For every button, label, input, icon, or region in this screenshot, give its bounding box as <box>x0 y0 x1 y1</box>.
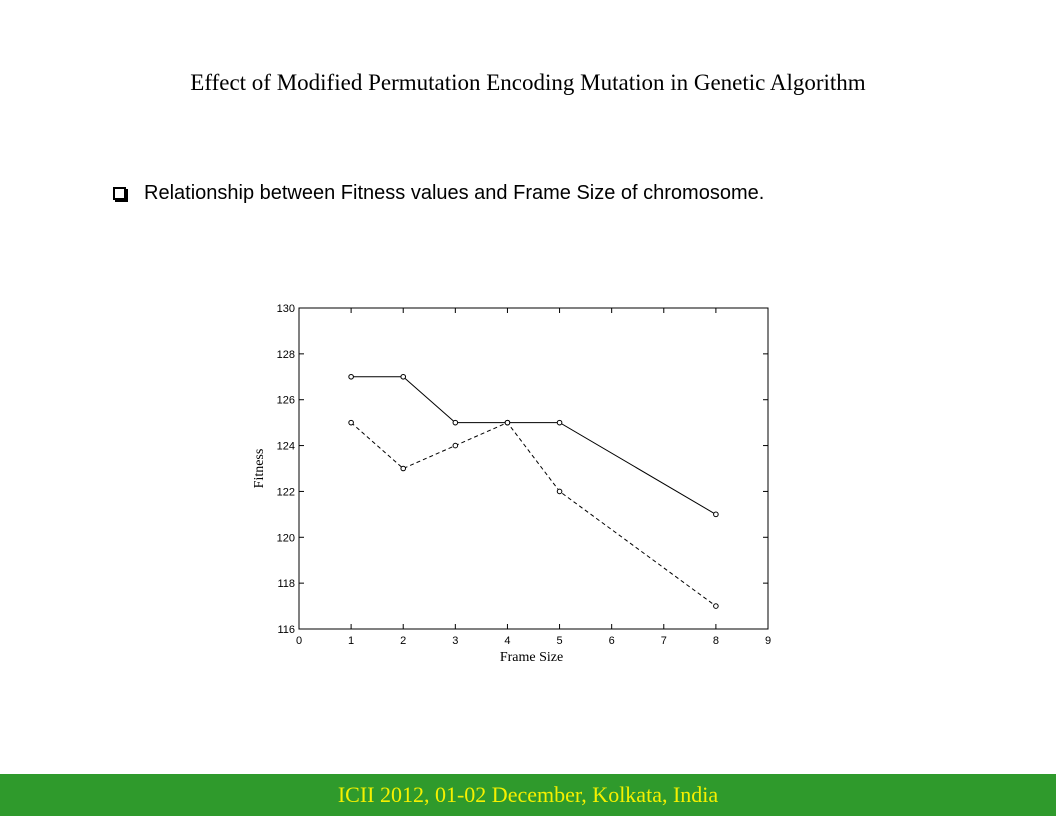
data-point-solid <box>714 512 719 517</box>
y-tick-label: 122 <box>276 486 295 499</box>
data-point-solid <box>401 374 406 379</box>
data-point-dashed <box>453 443 458 448</box>
slide-title: Effect of Modified Permutation Encoding Mutation in Genetic Algorithm <box>190 70 866 95</box>
x-tick-label: 1 <box>348 635 355 647</box>
x-tick-label: 7 <box>660 635 667 647</box>
y-tick-label: 128 <box>276 348 295 361</box>
x-tick-label: 0 <box>295 635 303 647</box>
chart-svg <box>240 290 800 680</box>
fitness-chart <box>240 290 800 680</box>
x-axis-label: Frame Size <box>499 650 564 665</box>
x-tick-label: 5 <box>556 635 563 647</box>
footer-bar <box>0 774 1056 816</box>
data-point-dashed <box>505 420 510 425</box>
data-point-solid <box>453 420 458 425</box>
x-tick-label: 9 <box>764 635 772 647</box>
x-tick-label: 8 <box>712 635 719 647</box>
y-axis-label: Fitness <box>252 448 267 489</box>
data-point-dashed <box>557 489 562 494</box>
plot-frame <box>299 308 768 629</box>
data-point-dashed <box>401 466 406 471</box>
checkbox-bullet-icon <box>113 187 126 200</box>
y-tick-label: 124 <box>276 440 295 453</box>
data-point-dashed <box>349 420 354 425</box>
y-tick-label: 126 <box>276 394 295 407</box>
data-point-solid <box>557 420 562 425</box>
y-tick-label: 116 <box>277 624 295 636</box>
x-tick-label: 2 <box>400 635 407 647</box>
y-tick-label: 120 <box>276 532 295 545</box>
y-tick-label: 118 <box>277 578 295 591</box>
bullet-item <box>113 182 764 205</box>
data-point-dashed <box>714 604 719 609</box>
y-tick-label: 130 <box>276 303 295 315</box>
data-point-solid <box>349 374 354 379</box>
bullet-text: Relationship between Fitness values and Frame Size of chromosome. <box>144 182 765 204</box>
x-tick-label: 3 <box>452 635 459 647</box>
x-tick-label: 6 <box>608 635 615 647</box>
footer-text: ICII 2012, 01-02 December, Kolkata, India <box>337 782 719 807</box>
x-tick-label: 4 <box>504 635 511 647</box>
